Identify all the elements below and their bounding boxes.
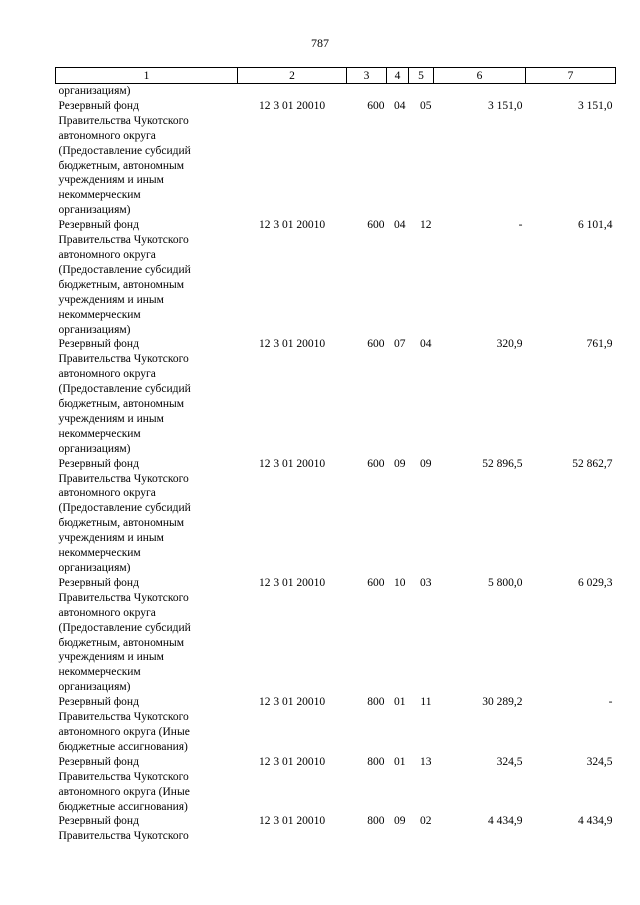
column-header: 5 [409, 68, 434, 84]
target-article-code: 12 3 01 20010 [258, 696, 326, 709]
amount-year-2: 324,5 [586, 755, 613, 768]
target-article-code: 12 3 01 20010 [258, 99, 326, 112]
table-row [56, 218, 616, 337]
expense-type-code: 600 [367, 576, 385, 589]
expense-type-code: 800 [367, 755, 385, 768]
table-row [56, 576, 616, 695]
column-header: 7 [526, 68, 616, 84]
section-code: 01 [394, 755, 406, 768]
amount-year-2: 3 151,0 [578, 99, 613, 112]
section-code: 09 [394, 457, 406, 470]
table-row [56, 337, 616, 456]
subsection-code: 09 [420, 457, 432, 470]
amount-year-1: 5 800,0 [488, 576, 523, 589]
column-header: 1 [56, 68, 238, 84]
row-name: Резервный фонд Правительства Чукотского автономного округа (Предоставление субсидий бюджетным, автономным учреждениям и иным некоммерческим организациям) [58, 576, 191, 694]
expense-type-code: 800 [367, 696, 385, 709]
column-header: 4 [387, 68, 409, 84]
amount-year-2: 52 862,7 [572, 457, 613, 470]
continuation-row [56, 84, 616, 99]
section-code: 07 [394, 338, 406, 351]
target-article-code: 12 3 01 20010 [258, 755, 326, 768]
expense-type-code: 600 [367, 219, 385, 232]
amount-year-2: 4 434,9 [578, 815, 613, 828]
section-code: 04 [394, 219, 406, 232]
expense-type-code: 600 [367, 457, 385, 470]
table-row [56, 814, 616, 844]
section-code: 10 [394, 576, 406, 589]
section-code: 04 [394, 99, 406, 112]
amount-year-1: 320,9 [496, 338, 523, 351]
expense-type-code: 600 [367, 338, 385, 351]
amount-year-2: - [608, 696, 613, 709]
target-article-code: 12 3 01 20010 [258, 219, 326, 232]
table-row [56, 457, 616, 576]
table-row [56, 99, 616, 218]
row-name: Резервный фонд Правительства Чукотского автономного округа (Предоставление субсидий бюджетным, автономным учреждениям и иным некоммерческим организациям) [58, 99, 191, 217]
amount-year-2: 761,9 [586, 338, 613, 351]
subsection-code: 13 [420, 755, 432, 768]
row-name: Резервный фонд Правительства Чукотского автономного округа (Предоставление субсидий бюджетным, автономным учреждениям и иным некоммерческим организациям) [58, 219, 191, 336]
amount-year-1: - [518, 219, 523, 232]
column-number-header [56, 68, 616, 84]
target-article-code: 12 3 01 20010 [258, 576, 326, 589]
page-number: 787 [311, 36, 329, 50]
amount-year-2: 6 029,3 [578, 576, 613, 589]
table-row [56, 755, 616, 815]
expense-type-code: 800 [367, 815, 385, 828]
section-code: 09 [394, 815, 406, 828]
subsection-code: 11 [420, 696, 432, 709]
section-code: 01 [394, 696, 406, 709]
table-row [56, 695, 616, 755]
subsection-code: 02 [420, 815, 432, 828]
amount-year-1: 324,5 [496, 755, 523, 768]
budget-table [55, 67, 616, 844]
column-header: 6 [434, 68, 526, 84]
row-name: Резервный фонд Правительства Чукотского автономного округа (Предоставление субсидий бюджетным, автономным учреждениям и иным некоммерческим организациям) [58, 338, 191, 455]
subsection-code: 03 [420, 576, 432, 589]
amount-year-2: 6 101,4 [578, 219, 613, 232]
target-article-code: 12 3 01 20010 [258, 457, 326, 470]
row-name: Резервный фонд Правительства Чукотского [58, 815, 189, 843]
row-name: Резервный фонд Правительства Чукотского автономного округа (Иные бюджетные ассигнования) [58, 755, 190, 813]
subsection-code: 05 [420, 99, 432, 112]
expense-type-code: 600 [367, 99, 385, 112]
row-name: Резервный фонд Правительства Чукотского автономного округа (Иные бюджетные ассигнования) [58, 696, 190, 753]
amount-year-1: 52 896,5 [482, 457, 523, 470]
target-article-code: 12 3 01 20010 [258, 338, 326, 351]
column-header: 2 [238, 68, 347, 84]
continuation-text: организациям) [58, 85, 131, 97]
amount-year-1: 3 151,0 [488, 99, 523, 112]
row-name: Резервный фонд Правительства Чукотского автономного округа (Предоставление субсидий бюджетным, автономным учреждениям и иным некоммерческим организациям) [58, 457, 191, 574]
target-article-code: 12 3 01 20010 [258, 815, 326, 828]
column-header: 3 [347, 68, 387, 84]
amount-year-1: 4 434,9 [488, 815, 523, 828]
subsection-code: 04 [420, 338, 432, 351]
subsection-code: 12 [420, 219, 432, 232]
amount-year-1: 30 289,2 [482, 696, 523, 709]
